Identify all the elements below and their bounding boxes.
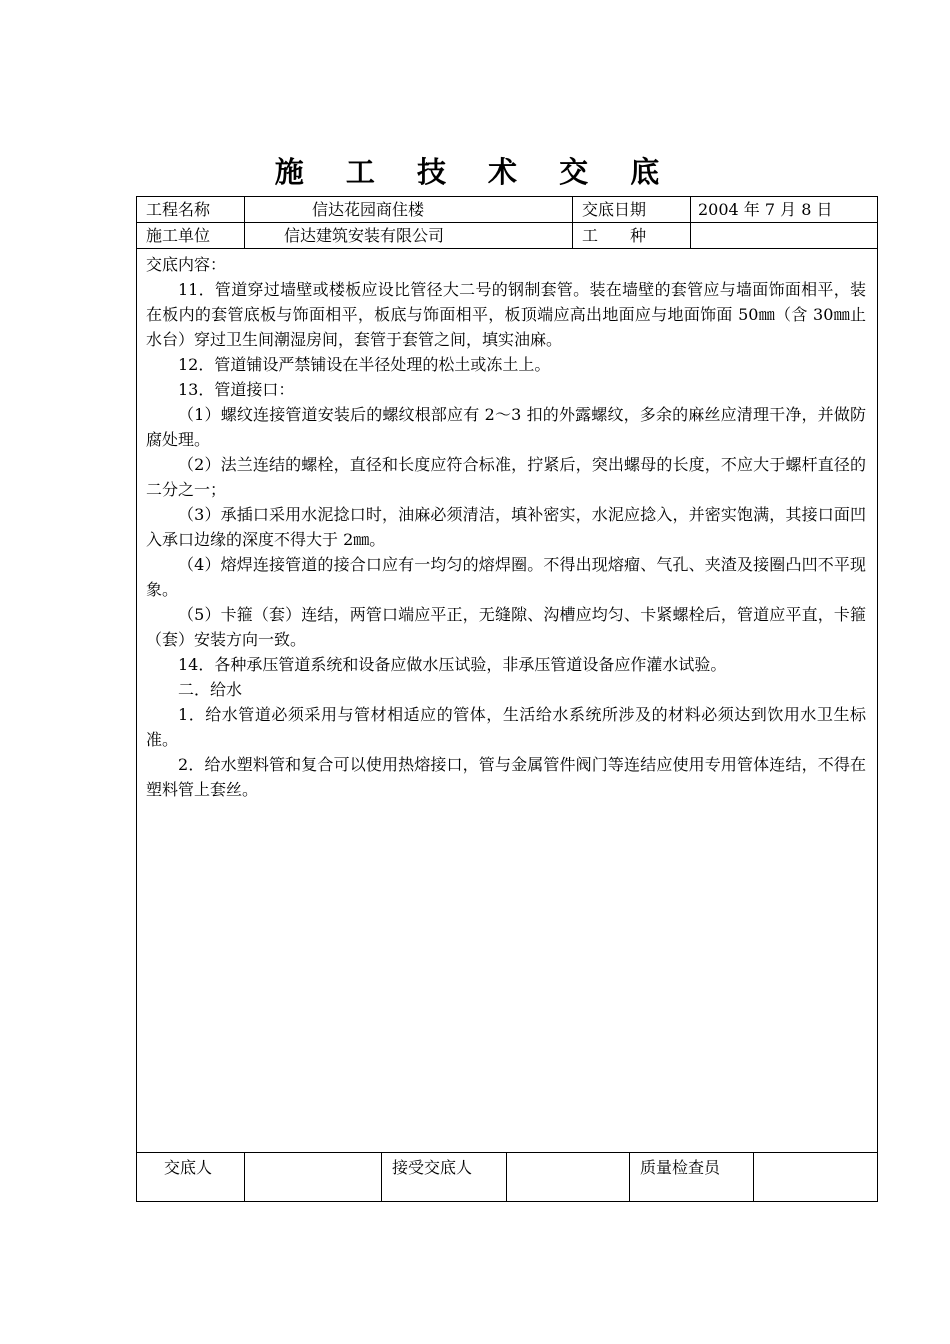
footer-col-divider-5 [753,1152,754,1202]
receiver-label: 接受交底人 [392,1158,473,1177]
footer-col-divider-3 [506,1152,507,1202]
header-col-divider-3 [690,196,691,248]
construction-unit-value: 信达建筑安装有限公司 [284,226,445,245]
footer-col-divider-1 [244,1152,245,1202]
trade-label: 工 种 [582,226,647,245]
footer-col-divider-2 [381,1152,382,1202]
footer-top-divider [136,1152,878,1153]
header-col-divider-1 [244,196,245,248]
content-paragraph: （5）卡箍（套）连结，两管口端应平正，无缝隙、沟槽应均匀、卡紧螺栓后，管道应平直，卡箍（套）安装方向一致。 [146,605,866,649]
construction-unit-label: 施工单位 [146,226,211,245]
header-row-divider [136,222,878,223]
date-label: 交底日期 [582,200,647,219]
content-paragraph: 11．管道穿过墙壁或楼板应设比管径大二号的钢制套管。装在墙壁的套管应与墙面饰面相平，装在板内的套管底板与饰面相平，板底与饰面相平，板顶端应高出地面应与地面饰面 50㎜（含 30㎜止水台）穿过卫生间潮湿房间，套管于套管之间，填实油麻。 [146,280,866,349]
content-paragraph: 二．给水 [178,680,243,699]
quality-inspector-label: 质量检查员 [640,1158,721,1177]
header-col-divider-2 [572,196,573,248]
footer-col-divider-4 [629,1152,630,1202]
content-paragraph: 13．管道接口： [178,380,295,399]
content-top-divider [136,248,878,249]
content-paragraph: （3）承插口采用水泥捻口时，油麻必须清洁，填补密实，水泥应捻入，并密实饱满，其接口面凹入承口边缘的深度不得大于 2㎜。 [146,505,866,549]
content-paragraph: （2）法兰连结的螺栓，直径和长度应符合标准，拧紧后，突出螺母的长度，不应大于螺杆直径的二分之一； [146,455,866,499]
disclosure-content [146,252,866,802]
content-paragraph: 1．给水管道必须采用与管材相适应的管体，生活给水系统所涉及的材料必须达到饮用水卫生标准。 [146,705,866,749]
content-paragraph: 14．各种承压管道系统和设备应做水压试验，非承压管道设备应作灌水试验。 [178,655,727,674]
content-paragraph: （4）熔焊连接管道的接合口应有一均匀的熔焊圈。不得出现熔瘤、气孔、夹渣及接圈凸凹不平现象。 [146,555,866,599]
content-paragraph: 12．管道铺设严禁铺设在半径处理的松土或冻土上。 [178,355,551,374]
date-value: 2004 年 7 月 8 日 [698,200,833,219]
project-name-value: 信达花园商住楼 [312,200,425,219]
document-title: 施 工 技 术 交 底 [274,155,676,189]
content-heading: 交底内容： [146,255,227,274]
content-paragraph: （1）螺纹连接管道安装后的螺纹根部应有 2～3 扣的外露螺纹，多余的麻丝应清理干净，并做防腐处理。 [146,405,866,449]
content-paragraph: 2．给水塑料管和复合可以使用热熔接口，管与金属管件阀门等连结应使用专用管体连结，不得在塑料管上套丝。 [146,755,866,799]
project-name-label: 工程名称 [146,200,211,219]
presenter-label: 交底人 [164,1158,213,1177]
